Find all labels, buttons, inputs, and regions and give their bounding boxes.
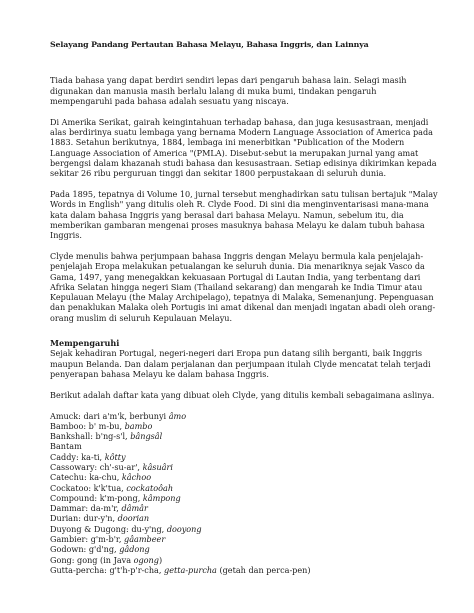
vocab-entry [50, 431, 446, 441]
vocab-note: (getah dan perca-pen) [216, 564, 311, 575]
vocab-entry [50, 421, 446, 431]
vocab-entry [50, 493, 446, 503]
paragraph-line: Berikut adalah daftar kata yang dibuat oleh Clyde, yang ditulis kembali sebagaimana aslinya. [50, 389, 435, 400]
vocab-entry [50, 544, 446, 554]
vocab-malay-form: kâsuâri [142, 462, 173, 472]
vocab-malay-form: kôtty [104, 451, 126, 462]
vocab-malay-form: kâchoo [121, 472, 152, 483]
paragraph [50, 348, 446, 379]
vocab-entry [50, 555, 446, 565]
body-paragraphs [50, 75, 446, 323]
vocab-text: Bantam [50, 441, 82, 452]
vocab-entry [50, 452, 446, 462]
vocabulary-list [50, 411, 446, 576]
paragraph-line: mempengaruhi pada bahasa adalah sesuatu yang niscaya. [50, 95, 289, 106]
vocab-text: Gambier: g'm-b'r, [50, 534, 125, 545]
paragraph-line: 1883. Setahun berikutnya, 1884, lembaga ini menerbitkan "Publication of the Modern [50, 137, 405, 148]
paragraph-line: Afrika Selatan hingga negeri Siam (Thailand sekarang) dan mengarah ke India Timur atau [50, 281, 423, 292]
paragraph-line: digunakan dan manusia masih berlalu lalang di muka bumi, tindakan pengaruh [50, 85, 377, 96]
paragraph-line: memberikan gambaran mengenai proses masuknya bahasa Melayu ke dalam tubuh bahasa [50, 219, 425, 230]
paragraph [50, 75, 446, 106]
vocab-malay-form: kâmpong [142, 492, 181, 503]
section-heading: Mempengaruhi [50, 338, 120, 349]
paragraph-line: penyerapan bahasa Melayu ke dalam bahasa Inggris. [50, 368, 269, 379]
paragraph-line: sekitar 26 ribu perguruan tinggi dan sekitar 1800 perpustakaan di seluruh dunia. [50, 168, 387, 179]
paragraph [50, 117, 446, 179]
paragraph-line: kata dalam bahasa Inggris yang berasal dari bahasa Melayu. Namun, sebelum itu, dia [50, 209, 404, 220]
vocab-malay-form: dooyong [166, 523, 202, 534]
paragraph-line: maupun Belanda. Dan dalam perjalanan dan perjumpaan itulah Clyde mencatat telah terjadi [50, 358, 431, 369]
document-title: Selayang Pandang Pertautan Bahasa Melayu, Bahasa Inggris, dan Lainnya [50, 40, 369, 49]
paragraph [50, 189, 446, 240]
paragraph-line: Kepulauan Melayu (the Malay Archipelago), tepatnya di Malaka, Semenanjung. Pepenguasan [50, 292, 434, 303]
vocab-entry [50, 483, 446, 493]
vocab-text: Catechu: ka-chu, [50, 472, 122, 483]
vocab-malay-form: âmo [168, 410, 187, 421]
vocab-malay-form: bângsâl [130, 431, 163, 442]
vocab-malay-form: gâdong [119, 544, 150, 555]
paragraph-line: Clyde menulis bahwa perjumpaan bahasa Inggris dengan Melayu bermula kala penjelajah- [50, 250, 424, 261]
vocab-malay-form: ogong [133, 554, 159, 565]
vocab-entry [50, 441, 446, 451]
paragraph-line: Inggris. [50, 230, 82, 241]
vocab-text: Duyong & Dugong: du-y'ng, [50, 523, 167, 534]
vocab-entry [50, 565, 446, 575]
vocab-malay-form: dâmâr [121, 503, 148, 514]
paragraph-line: bergengsi dalam khazanah studi bahasa dan kesusastraan. Setiap edisinya dikirimkan kepada [50, 157, 437, 168]
vocab-entry [50, 524, 446, 534]
vocab-entry [50, 503, 446, 513]
paragraph-line: Di Amerika Serikat, gairah keingintahuan terhadap bahasa, dan juga kesusastraan, menjadi [50, 116, 429, 127]
vocab-text: Amuck: dari a'm'k, berbunyi [50, 410, 169, 421]
vocab-text: Caddy: ka-ti, [50, 451, 105, 462]
paragraph-line: Words in English" yang ditulis oleh R. Clyde Food. Di sini dia menginventarisasi mana-mana [50, 199, 429, 210]
vocab-malay-form: gâambeer [124, 534, 166, 545]
paragraph-line: alas berdirinya suatu lembaga yang bernama Modern Language Association of America pada [50, 126, 433, 137]
paragraph-line: Pada 1895, tepatnya di Volume 10, jurnal tersebut menghadirkan satu tulisan bertajuk "Malay [50, 188, 438, 199]
paragraph-line: orang muslim di seluruh Kepulauan Melayu. [50, 312, 233, 323]
vocab-text: Bankshall: b'ng-s'l, [50, 431, 131, 442]
paragraph-line: Tiada bahasa yang dapat berdiri sendiri lepas dari pengaruh bahasa lain. Selagi masih [50, 75, 407, 86]
vocab-entry [50, 411, 446, 421]
vocab-text: Gong: gong (in Java [50, 554, 134, 565]
vocab-malay-form: getta-purcha [164, 564, 217, 575]
vocab-malay-form: bambo [124, 420, 153, 431]
vocab-entry [50, 472, 446, 482]
paragraph [50, 251, 446, 323]
vocab-text: Cassowary: ch'-su-ar', [50, 462, 143, 472]
vocab-text: Dammar: da-m'r, [50, 503, 122, 514]
vocab-text: Cockatoo: k'k'tua, [50, 482, 127, 493]
vocab-text: Gutta-percha: g't'h-p'r-cha, [50, 564, 165, 575]
vocab-text: Durian: dur-y'n, [50, 513, 118, 524]
paragraph-line: Gama, 1497, yang menegakkan kekuasaan Portugal di Lautan India, yang terbentang dari [50, 271, 421, 282]
vocab-text: Bamboo: b' m-bu, [50, 420, 125, 431]
paragraph-line: Sejak kehadiran Portugal, negeri-negeri dari Eropa pun datang silih berganti, baik Inggris [50, 348, 423, 359]
vocab-malay-form: doorian [117, 513, 150, 524]
vocab-entry [50, 513, 446, 523]
vocab-entry [50, 534, 446, 544]
vocab-text: Compound: k'm-pong, [50, 492, 143, 503]
vocab-malay-form: cockatoôah [126, 482, 174, 493]
paragraph-line: penjelajah Eropa melakukan petualangan ke seluruh dunia. Dia menariknya sejak Vasco da [50, 261, 425, 272]
paragraph [50, 390, 446, 400]
vocab-text: Godown: g'd'ng, [50, 544, 120, 555]
paragraph-line: dan penaklukan Malaka oleh Portugis ini amat dikenal dan menjadi ingatan abadi oleh orang- [50, 302, 436, 313]
paragraph-line: Language Association of America "(PMLA). Disebut-sebut ia merupakan jurnal yang amat [50, 147, 419, 158]
vocab-entry [50, 462, 446, 472]
body-paragraphs-2 [50, 348, 446, 400]
vocab-note: ) [158, 554, 163, 565]
